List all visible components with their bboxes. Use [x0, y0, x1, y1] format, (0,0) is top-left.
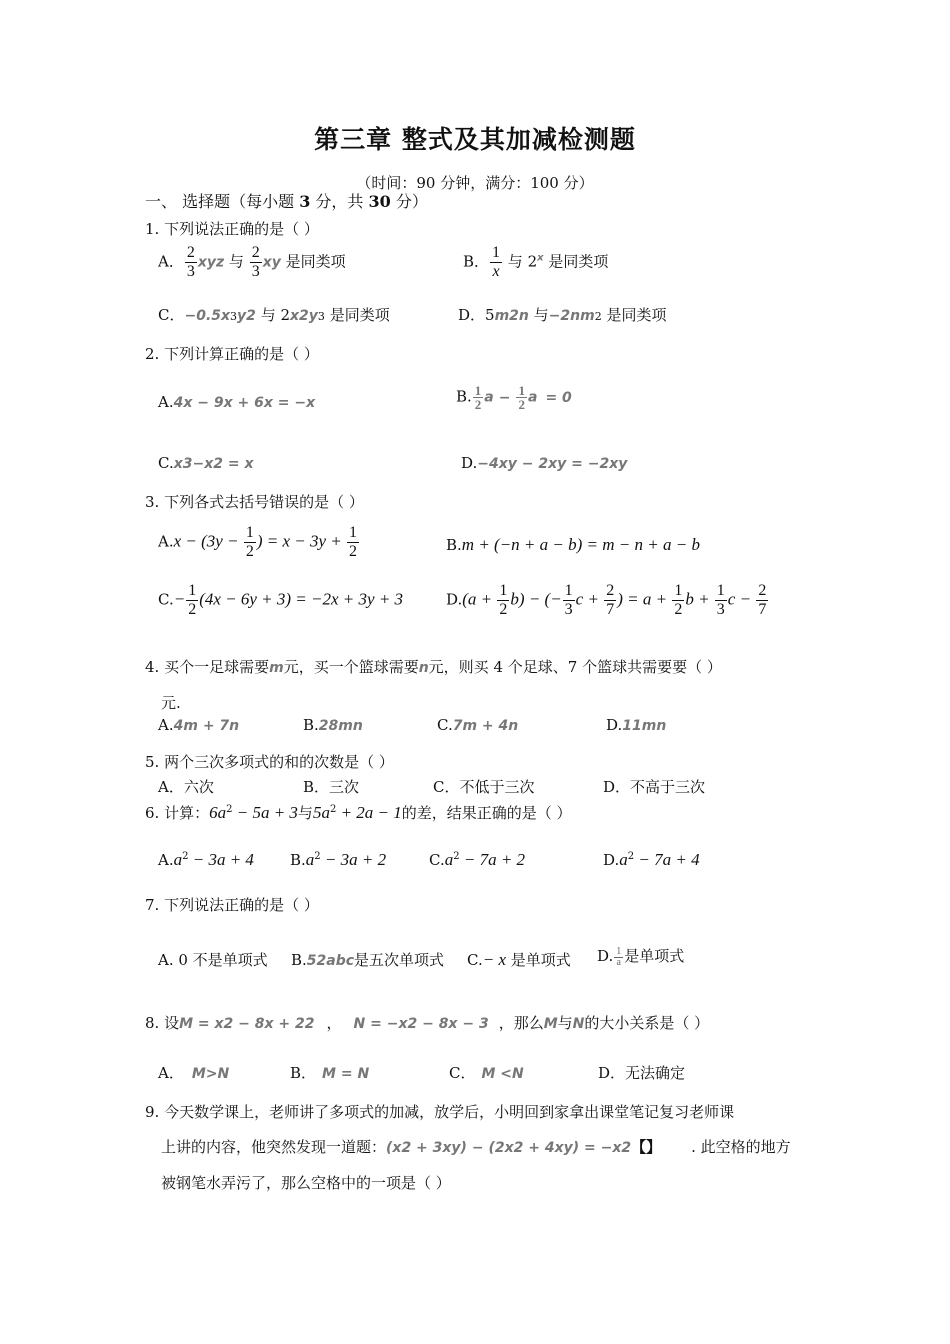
- fraction: $\frac{1}{2}$: [674, 582, 683, 618]
- question-text: 的大小关系是（ ）: [584, 1014, 710, 1032]
- fraction: $\frac{1}{3}$: [564, 582, 573, 618]
- section-text: 分，共: [310, 192, 369, 211]
- math-term: − 7a + 4: [634, 850, 700, 869]
- q6-option-a: [158, 850, 254, 870]
- math-term: y2: [237, 308, 256, 324]
- math-term: xy: [262, 254, 281, 271]
- exponent: 3: [317, 310, 325, 323]
- math-expression: 52abc: [306, 953, 355, 969]
- math-term: − 3a + 2: [320, 850, 387, 869]
- exam-info: （时间：90 分钟，满分：100 分）: [356, 174, 594, 192]
- fraction: $\frac{2}{7}$: [758, 582, 767, 618]
- math-expression: 28mn: [318, 718, 363, 734]
- option-text: 与 2: [255, 306, 291, 324]
- fraction: $\frac{1}{3}$: [716, 582, 725, 618]
- math-term: (a +: [462, 589, 497, 609]
- math-term: + 2a − 1: [336, 803, 402, 822]
- option-label: C.: [158, 454, 174, 472]
- option-label: A．: [158, 252, 184, 271]
- math-term: m2n: [494, 308, 529, 324]
- math-term: a: [484, 389, 494, 406]
- question-9: 9. 今天数学课上，老师讲了多项式的加减，放学后，小明回到家拿出课堂笔记复习老师课: [145, 1103, 735, 1121]
- option-text: 是同类项: [280, 252, 346, 271]
- math-term: ) = x − 3y +: [256, 531, 346, 551]
- math-term: M: [543, 1016, 558, 1032]
- option-label: A.: [158, 532, 174, 551]
- fraction: $\frac{1}{2}$: [499, 582, 508, 618]
- question-text: 8. 设: [145, 1014, 180, 1032]
- question-text: . 此空格的地方: [691, 1138, 791, 1156]
- option-label: B.: [446, 536, 462, 554]
- question-8: [145, 1012, 709, 1033]
- fraction: $\frac{1}{2}$: [188, 582, 197, 618]
- question-text: 6. 计算：: [145, 804, 210, 822]
- exponent: 3: [230, 310, 238, 323]
- math-term: b +: [685, 589, 714, 609]
- option-text: 是同类项: [324, 306, 390, 324]
- option-label: B.: [291, 951, 307, 969]
- math-term: − 5a + 3: [232, 803, 298, 822]
- math-term: a: [305, 850, 315, 869]
- question-1: 1. 下列说法正确的是（ ）: [145, 220, 319, 238]
- points-total: 30: [368, 192, 391, 211]
- math-term: c +: [575, 589, 604, 609]
- math-term: b) − (−: [510, 589, 562, 609]
- question-9-line-3: 被钢笔水弄污了，那么空格中的一项是（ ）: [161, 1174, 451, 1192]
- fraction: $\frac{1}{a}$: [616, 945, 622, 968]
- math-expression: M>N: [191, 1066, 230, 1082]
- q4-option-d: [606, 716, 666, 734]
- q3-option-d: [446, 582, 769, 619]
- q2-option-c: [158, 454, 254, 472]
- math-expression: m + (−n + a − b) = m − n + a − b: [461, 535, 700, 554]
- fraction: $\frac{1}{2}$: [348, 524, 357, 560]
- math-term: −: [173, 589, 186, 609]
- q6-option-d: [603, 850, 700, 870]
- math-term: a: [619, 850, 628, 869]
- option-label: D.: [461, 454, 478, 472]
- fraction: $\frac{1}{x}$: [492, 244, 501, 280]
- math-term: (4x − 6y + 3) = −2x + 3y + 3: [199, 589, 404, 609]
- option-text: 与 2: [503, 252, 538, 271]
- math-term: −0.5x: [184, 308, 231, 324]
- math-expression: −4xy − 2xy = −2xy: [477, 456, 628, 472]
- question-text: 元，则买 4 个足球、7 个篮球共需要要（ ）: [428, 658, 722, 676]
- question-text: ，那么: [498, 1014, 544, 1032]
- question-4-continued: 元.: [161, 694, 181, 712]
- option-label: B.: [456, 387, 472, 406]
- fraction: $\frac{2}{7}$: [606, 582, 615, 618]
- q7-option-c: [467, 949, 571, 970]
- points-each: 3: [299, 192, 311, 211]
- math-expression: 4m + 7n: [173, 718, 240, 734]
- option-label: C．: [449, 1064, 476, 1082]
- option-label: A.: [158, 851, 174, 869]
- math-term: x2y: [290, 308, 318, 324]
- q4-option-c: [437, 716, 518, 734]
- question-7: 7. 下列说法正确的是（ ）: [145, 896, 319, 914]
- q4-option-b: [303, 716, 363, 734]
- option-text: 与: [224, 252, 249, 271]
- q3-option-a: [158, 524, 360, 561]
- math-term: xyz: [197, 254, 225, 271]
- exponent: 2: [226, 804, 233, 815]
- question-6: [145, 802, 572, 823]
- option-label: B.: [290, 851, 306, 869]
- question-4: [145, 656, 722, 677]
- option-label: D.: [606, 716, 623, 734]
- math-term: a: [173, 850, 183, 869]
- question-text: ，: [326, 1014, 342, 1032]
- math-term: 6a: [209, 803, 227, 822]
- q7-option-b: [291, 949, 444, 970]
- question-text: 上讲的内容，他突然发现一道题：: [161, 1138, 387, 1156]
- option-label: C.: [429, 851, 445, 869]
- math-expression: 11mn: [622, 718, 667, 734]
- math-term: ) = a +: [617, 589, 672, 609]
- math-term: − 3a + 4: [188, 850, 254, 869]
- option-text: 是同类项: [601, 306, 667, 324]
- q3-option-b: [446, 535, 700, 555]
- q5-option-b: B．三次: [303, 778, 360, 796]
- exponent: 2: [314, 851, 321, 862]
- math-expression: − x: [482, 950, 506, 969]
- question-text: 元，买一个篮球需要: [283, 658, 419, 676]
- fraction: $\frac{1}{2}$: [245, 524, 254, 560]
- q2-option-d: [461, 454, 627, 472]
- q6-option-c: [429, 850, 525, 870]
- q5-option-a: A．六次: [158, 778, 214, 796]
- option-label: C.: [467, 951, 483, 969]
- section-text: 分）: [390, 192, 428, 211]
- math-term: a: [527, 389, 538, 406]
- q8-option-b: [290, 1062, 369, 1083]
- option-label: D.: [597, 947, 614, 965]
- q3-option-c: [158, 582, 403, 619]
- math-term: m: [269, 660, 284, 676]
- q7-option-a: A. 0 不是单项式: [158, 951, 268, 969]
- option-label: D.: [446, 590, 463, 609]
- option-label: D.: [603, 851, 620, 869]
- option-label: A.: [158, 393, 174, 411]
- exponent: 2: [182, 851, 189, 862]
- q8-option-d: D．无法确定: [598, 1064, 686, 1082]
- option-label: A.: [158, 716, 174, 734]
- q5-option-c: C．不低于三次: [433, 778, 535, 796]
- math-expression: N = −x2 − 8x − 3: [353, 1016, 489, 1032]
- question-text: 4. 买个一足球需要: [145, 658, 270, 676]
- exponent: 2: [627, 851, 635, 862]
- exponent: 2: [329, 804, 337, 815]
- math-term: − 7a + 2: [459, 850, 526, 869]
- option-text: 是单项式: [506, 951, 571, 969]
- math-term: 5a: [312, 803, 330, 822]
- q8-option-a: [158, 1062, 229, 1083]
- option-label: B．: [290, 1064, 317, 1082]
- question-5: 5. 两个三次多项式的和的次数是（ ）: [145, 753, 394, 771]
- math-expression: 4x − 9x + 6x = −x: [173, 395, 316, 411]
- option-label: A．: [158, 1064, 184, 1082]
- option-label: C．: [158, 306, 185, 324]
- math-expression: (x2 + 3xy) − (2x2 + 4xy) = −x2: [386, 1140, 632, 1156]
- math-expression: M = N: [322, 1066, 370, 1082]
- section-heading: [145, 189, 428, 212]
- math-term: x − (3y −: [173, 531, 243, 551]
- exponent: 2: [594, 310, 602, 323]
- math-term: −: [498, 389, 511, 406]
- fraction: $\frac{2}{3}$: [186, 244, 195, 280]
- q1-option-b: [463, 244, 608, 281]
- page-title: 第三章 整式及其加减检测题: [314, 125, 636, 154]
- q2-option-b: [456, 384, 572, 411]
- question-text: 与: [557, 1014, 573, 1032]
- q7-option-d: [597, 945, 684, 968]
- math-term: −2nm: [548, 308, 595, 324]
- math-term: a: [444, 850, 454, 869]
- q5-option-d: D．不高于三次: [603, 778, 706, 796]
- exponent: x: [537, 252, 544, 264]
- fraction: $\frac{1}{2}$: [474, 383, 482, 412]
- math-expression: x3−x2 = x: [173, 456, 254, 472]
- section-text: 一、 选择题（每小题: [145, 192, 300, 211]
- question-2: 2. 下列计算正确的是（ ）: [145, 345, 319, 363]
- math-expression: M = x2 − 8x + 22: [179, 1016, 315, 1032]
- q2-option-a: [158, 393, 315, 411]
- q8-option-c: [449, 1062, 524, 1083]
- q1-option-d: [458, 304, 666, 325]
- option-label: C.: [437, 716, 453, 734]
- math-expression: 7m + 4n: [452, 718, 519, 734]
- option-text: 与: [528, 306, 549, 324]
- q6-option-b: [290, 850, 386, 870]
- math-term: c −: [727, 589, 756, 609]
- q1-option-c: [158, 304, 390, 325]
- q1-option-a: [158, 244, 346, 281]
- option-label: B.: [303, 716, 319, 734]
- question-9-line-2: [161, 1136, 791, 1157]
- exponent: 2: [453, 851, 460, 862]
- question-3: 3. 下列各式去括号错误的是（ ）: [145, 493, 364, 511]
- math-term: N: [572, 1016, 585, 1032]
- option-label: C.: [158, 590, 174, 609]
- math-expression: M <N: [481, 1066, 524, 1082]
- option-label: B．: [463, 252, 490, 271]
- q4-option-a: [158, 716, 239, 734]
- question-text: 的差，结果正确的是（ ）: [401, 804, 572, 822]
- option-text: 是同类项: [543, 252, 609, 271]
- fraction: $\frac{1}{2}$: [518, 383, 525, 412]
- option-label: D．5: [458, 306, 495, 324]
- math-term: n: [418, 660, 429, 676]
- option-text: 是五次单项式: [354, 951, 445, 969]
- blank-bracket: 【】: [631, 1138, 662, 1156]
- option-text: 是单项式: [624, 947, 685, 965]
- question-text: 与: [297, 804, 313, 822]
- math-term: = 0: [545, 389, 572, 406]
- fraction: $\frac{2}{3}$: [251, 244, 260, 280]
